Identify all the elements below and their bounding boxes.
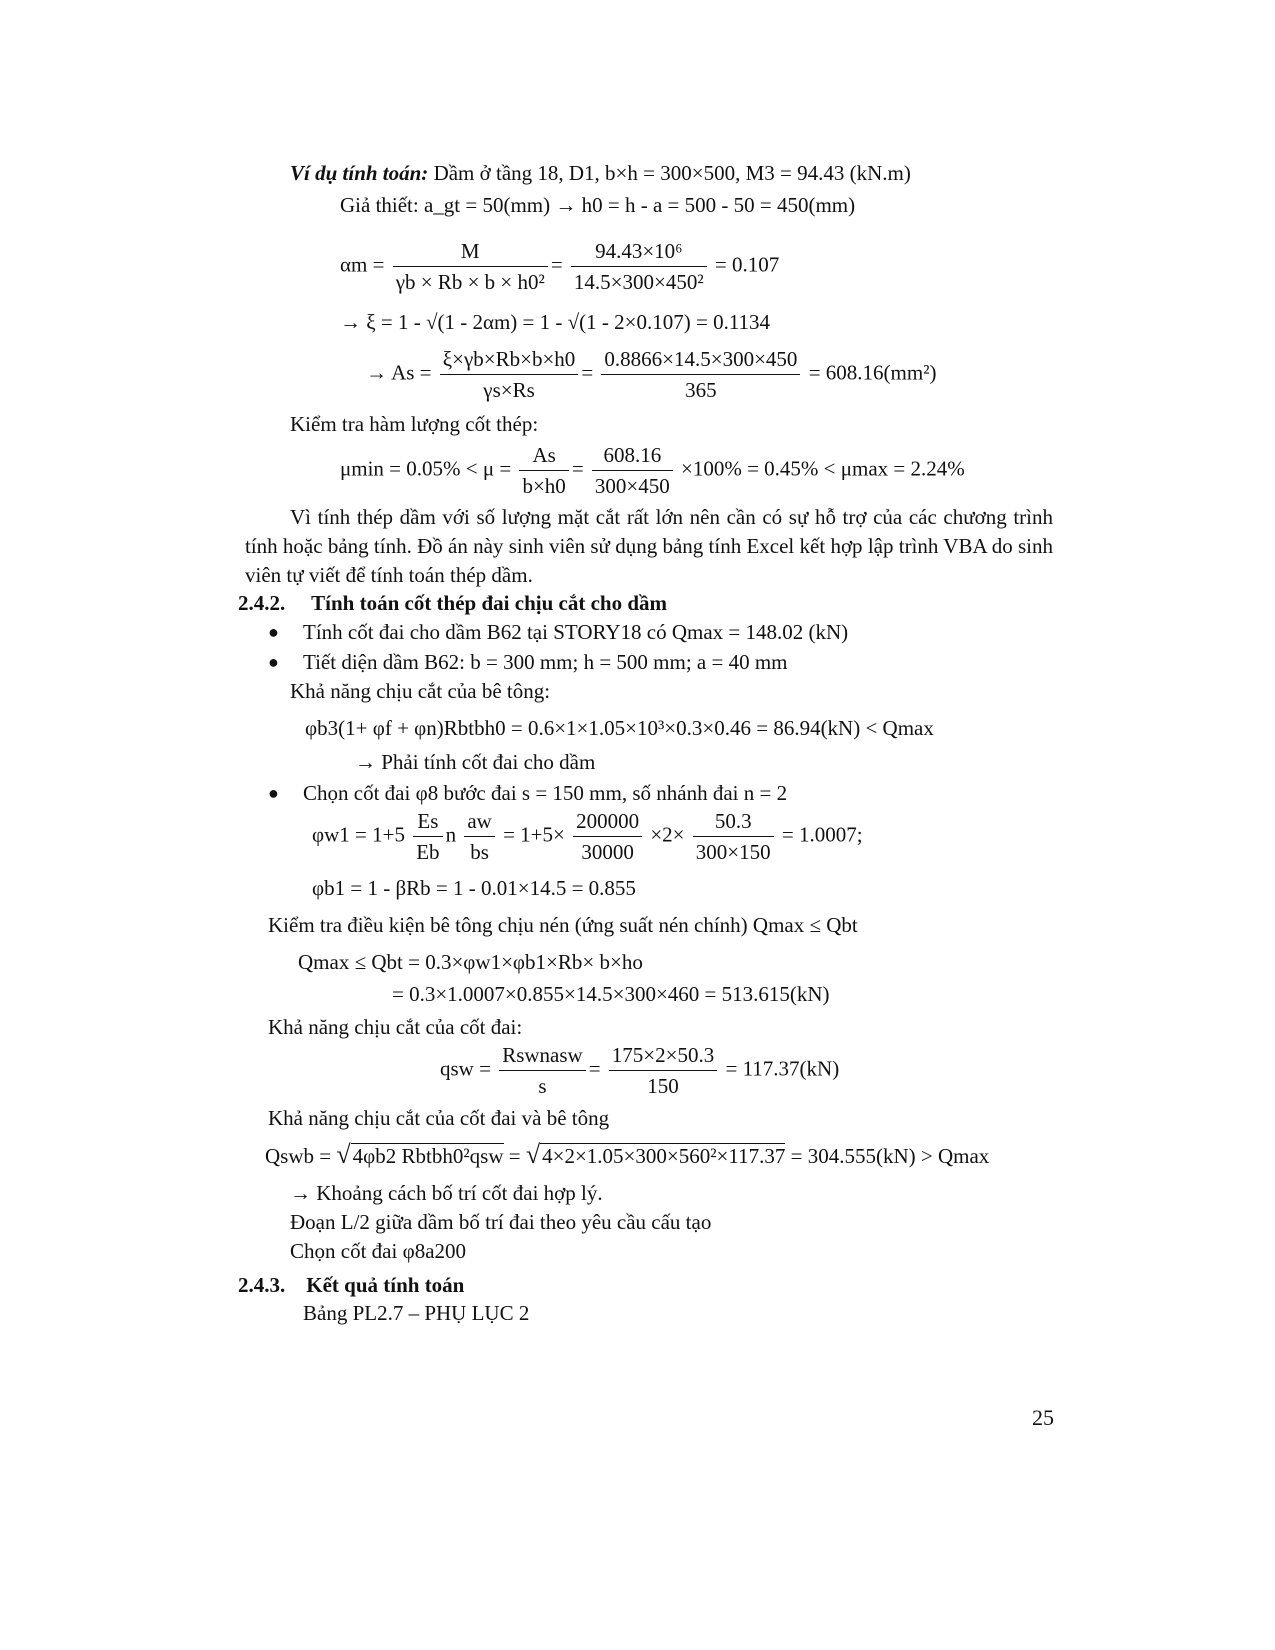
eq-lhs: μmin = 0.05% < μ =: [340, 456, 512, 481]
fraction: [592, 440, 673, 501]
fraction: [499, 1040, 586, 1101]
denominator: 365: [685, 378, 717, 402]
denominator: γb × Rb × b × h0²: [395, 270, 545, 294]
eq-lhs: φw1 = 1+5: [312, 822, 405, 847]
middle-span-note: Đoạn L/2 giữa dầm bố trí đai theo yêu cầu cấu tạo: [290, 1210, 712, 1234]
denominator: 30000: [581, 840, 634, 864]
example-line: [290, 160, 911, 186]
numerator: 175×2×50.3: [609, 1040, 717, 1071]
numerator: 0.8866×14.5×300×450: [601, 344, 800, 375]
section-number: 2.4.3.: [238, 1273, 286, 1297]
fraction: [601, 344, 800, 405]
both-shear-label: Khả năng chịu cắt của cốt đai và bê tông: [268, 1106, 610, 1130]
equation-phi-b1: φb1 = 1 - βRb = 1 - 0.01×14.5 = 0.855: [312, 876, 636, 900]
example-text: Dầm ở tầng 18, D1, b×h = 300×500, M3 = 94.43 (kN.m): [433, 161, 911, 185]
numerator: 94.43×10⁶: [571, 236, 707, 267]
fraction: [693, 806, 774, 867]
equation-qsw: qsw = $\frac{\text{Rswnasw}}{s}$ = $\frac{175\times 2\times 50.3}{150}$ = 117.37(kN): [440, 1040, 839, 1101]
eq-result: = 608.16(mm²): [808, 360, 937, 385]
numerator: M: [393, 236, 548, 267]
numerator: As: [519, 440, 568, 471]
denominator: b×h0: [522, 474, 566, 498]
equation-phi-w1: [312, 806, 863, 867]
numerator: 50.3: [693, 806, 774, 837]
eq-result: = 117.37(kN): [725, 1056, 840, 1081]
eq-result: = 1.0007;: [781, 822, 863, 847]
assumption-line: [340, 192, 855, 218]
sqrt-icon: √: [336, 1140, 351, 1169]
eq-lhs: → As =: [366, 360, 432, 385]
table-reference: Bảng PL2.7 – PHỤ LỤC 2: [303, 1301, 530, 1325]
eq-mid: =: [508, 1144, 521, 1168]
bullet-icon: ●: [268, 783, 279, 803]
eq-mid: ×2×: [650, 822, 685, 847]
denominator: bs: [470, 840, 489, 864]
fraction: [609, 1040, 717, 1101]
reasonable-note: → Khoảng cách bố trí cốt đai hợp lý.: [290, 1181, 603, 1205]
numerator: Es: [413, 806, 442, 837]
equation-qbt-1: Qmax ≤ Qbt = 0.3×φw1×φb1×Rb× b×ho: [298, 950, 643, 974]
denominator: 14.5×300×450²: [573, 270, 704, 294]
eq-result: ×100% = 0.45% < μmax = 2.24%: [681, 456, 965, 481]
page-number: 25: [1032, 1405, 1054, 1430]
equation-mu: μmin = 0.05% < μ = $\frac{As}{b\times h0}$ = $\frac{608.16}{300\times 450}$ ×100% = 0.45% < μmax = 2.24%: [340, 440, 965, 501]
bullet-text-3: Chọn cốt đai φ8 bước đai s = 150 mm, số nhánh đai n = 2: [303, 781, 788, 805]
bullet-text-2: Tiết diện dầm B62: b = 300 mm; h = 500 mm; a = 40 mm: [303, 650, 788, 674]
section-heading-2-4-2: [238, 590, 667, 616]
equation-alpha-m: αm = $\frac{M}{\text{γb × Rb × b × h0²}}$ = $\frac{\text{94.43×10⁶}}{\text{14.5×300×450²}}$ = 0.107: [340, 236, 779, 297]
fraction: [519, 440, 568, 501]
section-title: Tính toán cốt thép đai chịu cắt cho dầm: [311, 591, 667, 615]
numerator: ξ×γb×Rb×b×h0: [440, 344, 579, 375]
stirrup-shear-label: Khả năng chịu cắt của cốt đai:: [268, 1015, 523, 1039]
numerator: 608.16: [592, 440, 673, 471]
eq-lhs: qsw =: [440, 1056, 491, 1081]
bullet-text-1: Tính cốt đai cho dầm B62 tại STORY18 có Qmax = 148.02 (kN): [303, 620, 849, 644]
eq-mid: = 1+5×: [503, 822, 565, 847]
equation-qbt-2: = 0.3×1.0007×0.855×14.5×300×460 = 513.615(kN): [392, 982, 830, 1006]
section-number: 2.4.2.: [238, 591, 286, 615]
must-calc-note: → Phải tính cốt đai cho dầm: [355, 750, 596, 774]
fraction: [464, 806, 495, 867]
denominator: γs×Rs: [483, 378, 535, 402]
equation-phi-b3: φb3(1+ φf + φn)Rbtbh0 = 0.6×1×1.05×10³×0.3×0.46 = 86.94(kN) < Qmax: [305, 716, 934, 740]
fraction: [413, 806, 442, 867]
example-label: Ví dụ tính toán:: [290, 161, 429, 185]
body-paragraph: Vì tính thép dầm với số lượng mặt cắt rất lớn nên cần có sự hỗ trợ của các chương trình tính hoặc bảng tính. Đồ án này sinh viên sử dụng bảng tính Excel kết hợp lập trình VBA do sinh viên tự viết để tính toán thép dầm.: [245, 505, 1053, 587]
choose-stirrup-note: Chọn cốt đai φ8a200: [290, 1239, 467, 1263]
denominator: 300×450: [594, 474, 670, 498]
concrete-shear-label: Khả năng chịu cắt của bê tông:: [290, 679, 551, 703]
radicand: 4×2×1.05×300×560²×117.37: [542, 1144, 786, 1168]
radicand: 4φb2 Rbtbh0²qsw: [352, 1144, 504, 1168]
equation-xi: → ξ = 1 - √(1 - 2αm) = 1 - √(1 - 2×0.107) = 0.1134: [340, 310, 771, 334]
fraction: [393, 236, 548, 297]
numerator: Rswnasw: [499, 1040, 586, 1071]
section-heading-2-4-3: [238, 1272, 464, 1298]
denominator: 300×150: [695, 840, 771, 864]
eq-result: = 0.107: [714, 252, 780, 277]
fraction: [571, 236, 707, 297]
check-compression-label: Kiểm tra điều kiện bê tông chịu nén (ứng suất nén chính) Qmax ≤ Qbt: [268, 913, 858, 937]
denominator: 150: [647, 1074, 679, 1098]
assumption-label: Giả thiết:: [340, 193, 419, 217]
equation-as: → As = $\frac{\xi\times\gamma b\times Rb\times b\times h0}{\gamma s\times Rs}$ = $\frac{0.8866\times 14.5\times 300\times 450}{365}$ = 608.16(mm²): [366, 344, 936, 405]
numerator: aw: [464, 806, 495, 837]
eq-result: = 304.555(kN) > Qmax: [790, 1144, 990, 1168]
bullet-icon: ●: [268, 652, 279, 672]
eq-lhs: αm =: [340, 252, 385, 277]
bullet-icon: ●: [268, 622, 279, 642]
denominator: s: [538, 1074, 547, 1098]
check-steel-heading: Kiểm tra hàm lượng cốt thép:: [290, 412, 539, 436]
denominator: Eb: [416, 840, 440, 864]
eq-lhs: Qswb =: [265, 1144, 332, 1168]
assumption-text: a_gt = 50(mm) → h0 = h - a = 500 - 50 = 450(mm): [423, 193, 856, 217]
section-title: Kết quả tính toán: [306, 1273, 465, 1297]
numerator: 200000: [573, 806, 642, 837]
fraction: [440, 344, 579, 405]
sqrt-icon: √: [525, 1140, 541, 1169]
equation-qswb: [265, 1140, 989, 1170]
eq-mid: n: [445, 822, 457, 847]
fraction: [573, 806, 642, 867]
